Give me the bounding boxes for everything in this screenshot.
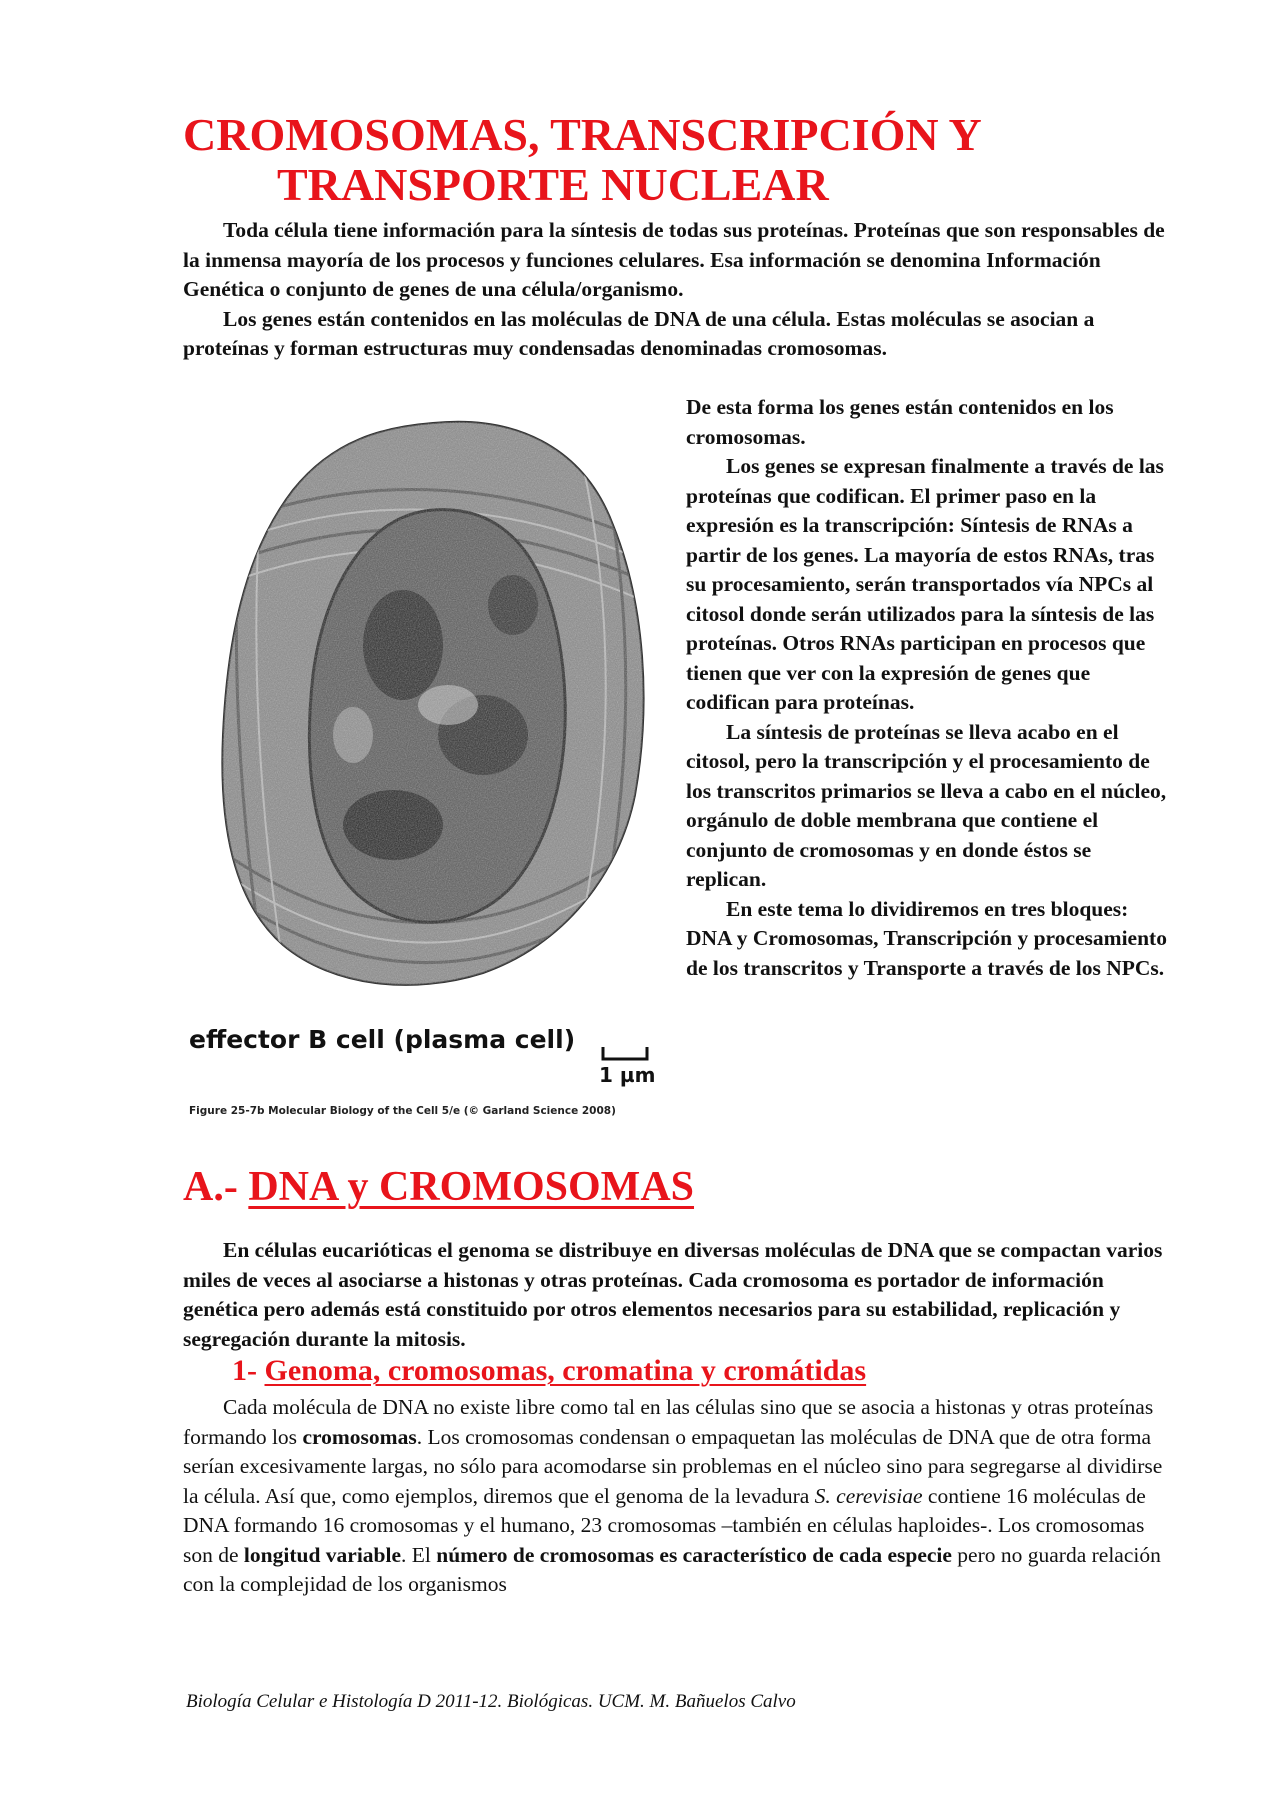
scale-bar-label: 1 µm	[599, 1063, 656, 1087]
right-paragraph-4: En este tema lo dividiremos en tres bloques: DNA y Cromosomas, Transcripción y procesamiento de los transcritos y Transporte a través de los NPCs.	[686, 896, 1167, 980]
plasma-cell-micrograph	[183, 405, 673, 1005]
genome-intro-paragraph: En células eucarióticas el genoma se distribuye en diversas moléculas de DNA que se compactan varios miles de veces al asociarse a histonas y otras proteínas. Cada cromosoma es portador de información genética pero además está constituido por otros elementos necesarios para su estabilidad, replicación y segregación durante la mitosis.	[183, 1238, 1163, 1351]
subsection-heading-1	[232, 1353, 866, 1389]
body-text-5: pero no guarda relación con la complejidad de los organismos	[183, 1542, 1161, 1596]
intro-paragraph-2: Los genes están contenidos en las moléculas de DNA de una célula. Estas moléculas se asocian a proteínas y forman estructuras muy condensadas denominadas cromosomas.	[183, 306, 1095, 360]
title-line-1: CROMOSOMAS, TRANSCRIPCIÓN Y	[183, 109, 982, 160]
section-a-prefix: A.-	[183, 1164, 249, 1210]
intro-paragraph-1: Toda célula tiene información para la síntesis de todas sus proteínas. Proteínas que son responsables de la inmensa mayoría de los procesos y funciones celulares. Esa información se denomina Información Genética o conjunto de genes de una célula/organismo.	[183, 218, 1165, 301]
genome-intro-section	[183, 1236, 1168, 1354]
body-text-3: contiene 16 moléculas de DNA formando 16 cromosomas y el humano, 23 cromosomas –también en células haploides-. Los cromosomas son de	[183, 1483, 1146, 1567]
subsection-1-title: Genoma, cromosomas, cromatina y cromátidas	[264, 1354, 867, 1387]
body-text-1: Cada molécula de DNA no existe libre como tal en las células sino que se asocia a histonas y otras proteínas formando los	[183, 1395, 1154, 1449]
body-bold-numero: número de cromosomas es característico de cada especie	[436, 1542, 952, 1567]
right-paragraph-3: La síntesis de proteínas se lleva acabo en el citosol, pero la transcripción y el procesamiento de los transcritos primarios se lleva a cabo en el núcleo, orgánulo de doble membrana que contiene el conjunto de cromosomas y en donde éstos se replican.	[686, 719, 1167, 891]
section-a-title: DNA y CROMOSOMAS	[248, 1164, 695, 1210]
body-text-4: . El	[401, 1542, 437, 1567]
body-bold-longitud: longitud variable	[243, 1542, 402, 1567]
body-bold-cromosomas: cromosomas	[302, 1424, 417, 1449]
scale-bar	[601, 1045, 651, 1063]
figure-caption-label: effector B cell (plasma cell)	[189, 1025, 576, 1054]
intro-section	[183, 216, 1168, 364]
page-title	[183, 110, 1163, 210]
body-paragraph	[183, 1393, 1173, 1600]
body-italic-species: S. cerevisiae	[814, 1483, 923, 1508]
section-heading-a	[183, 1163, 694, 1211]
right-paragraph-1: De esta forma los genes están contenidos en los cromosomas.	[686, 395, 1114, 449]
page-footer: Biología Celular e Histología D 2011-12. Biológicas. UCM. M. Bañuelos Calvo	[186, 1691, 796, 1712]
body-text-2: . Los cromosomas condensan o empaquetan las moléculas de DNA que de otra forma serían excesivamente largas, no sólo para acomodarse sin problemas en el núcleo sino para segregarse al dividirse la célula. Así que, como ejemplos, diremos que el genoma de la levadura	[183, 1424, 1163, 1508]
plasma-cell-figure	[183, 405, 673, 1115]
right-paragraph-2: Los genes se expresan finalmente a través de las proteínas que codifican. El primer paso en la expresión es la transcripción: Síntesis de RNAs a partir de los genes. La mayoría de estos RNAs, tras su procesamiento, serán transportados vía NPCs al citosol donde serán utilizados para la síntesis de las proteínas. Otros RNAs participan en procesos que tienen que ver con la expresión de genes que codifican para proteínas.	[686, 454, 1164, 714]
figure-credit: Figure 25-7b Molecular Biology of the Cell 5/e (© Garland Science 2008)	[189, 1105, 616, 1117]
subsection-1-prefix: 1-	[232, 1354, 265, 1387]
title-line-2: TRANSPORTE NUCLEAR	[277, 159, 829, 210]
right-column-text	[686, 393, 1168, 983]
